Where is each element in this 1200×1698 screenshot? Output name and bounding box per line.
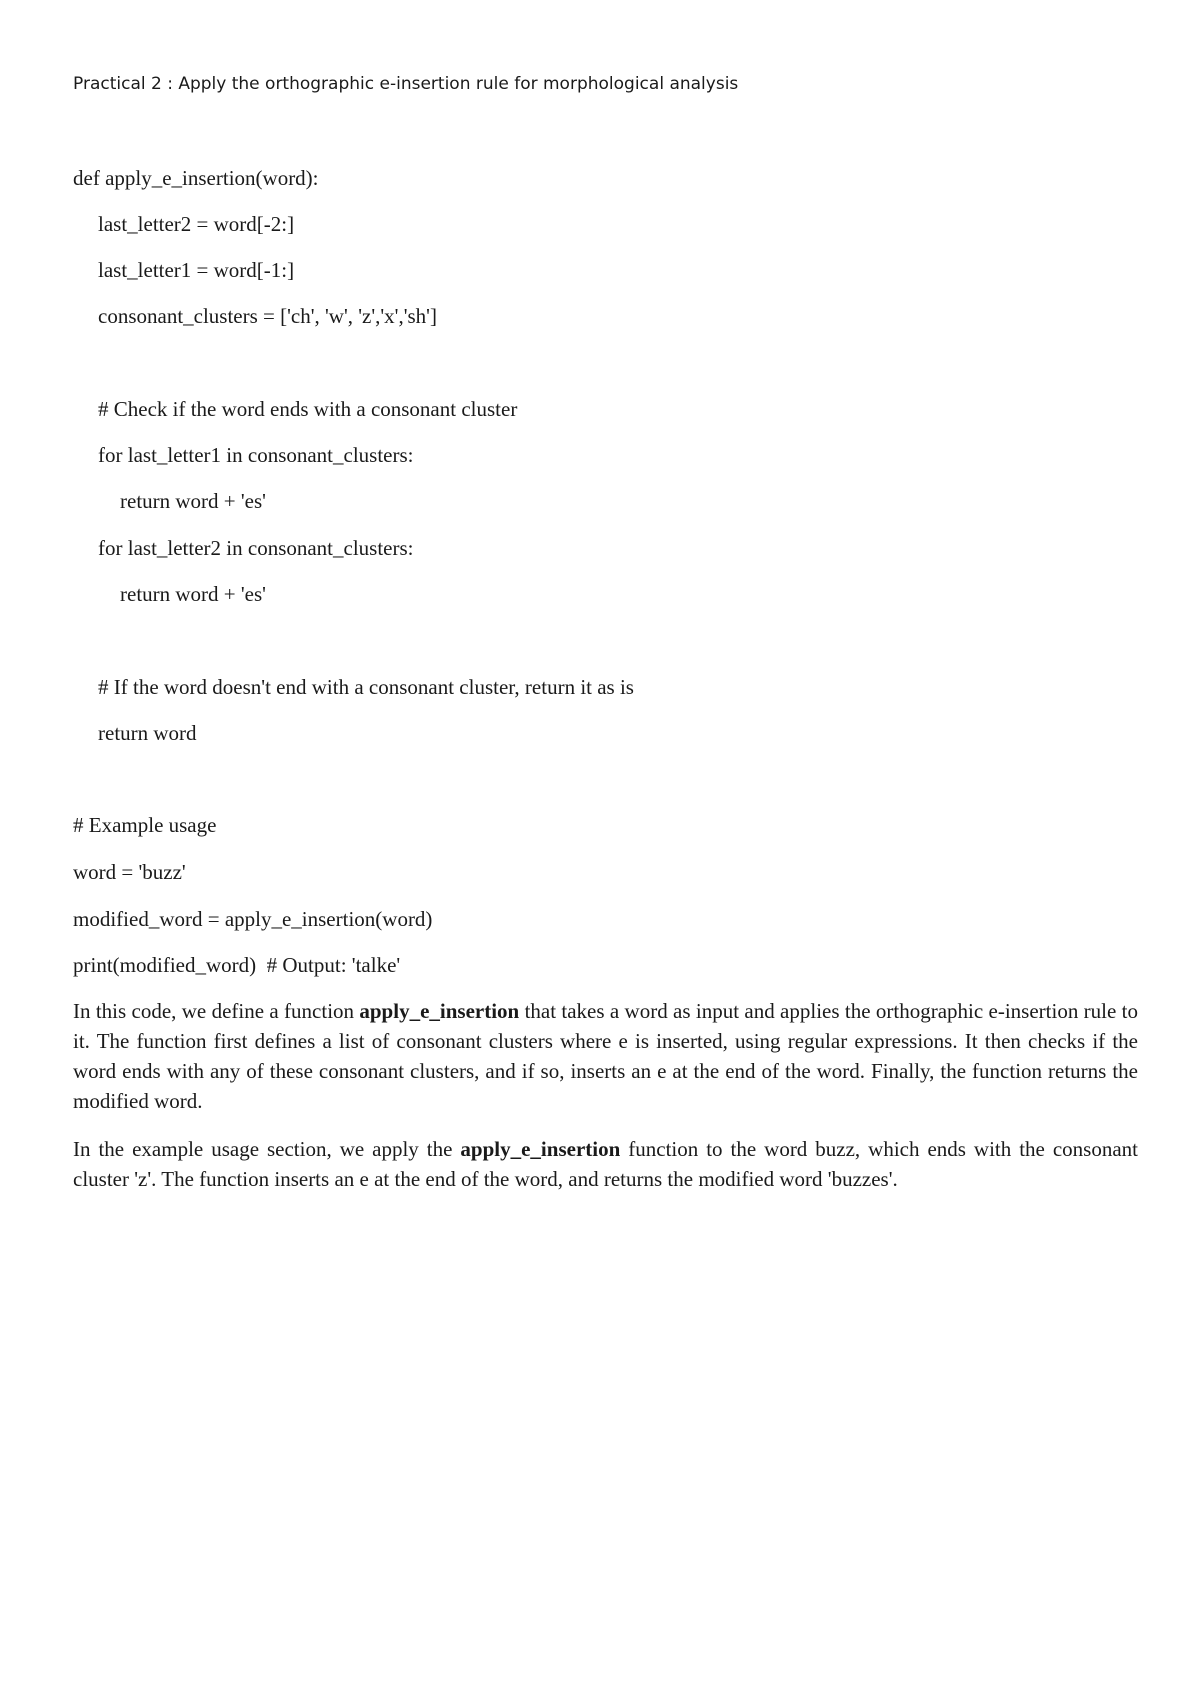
code-line-word-assign: word = 'buzz' <box>73 860 186 884</box>
code-line-last-letter2: last_letter2 = word[-2:] <box>98 212 295 236</box>
paragraph2-function-name: apply_e_insertion <box>460 1137 621 1161</box>
code-line-print: print(modified_word) # Output: 'talke' <box>73 953 401 977</box>
paragraph2-text-end: function to the word buzz, which ends with the consonant cluster 'z'. The function inserts an e at the end of the word, and returns the modified word 'buzzes'. <box>73 1137 1138 1191</box>
code-line-return-word: return word <box>98 721 197 745</box>
code-comment-example: # Example usage <box>73 813 217 837</box>
code-line-return-2: return word + 'es' <box>120 582 266 606</box>
code-line-def: def apply_e_insertion(word): <box>73 166 319 190</box>
explanation-paragraph-1 <box>73 996 1138 1116</box>
paragraph1-text-start: In this code, we define a function <box>73 999 360 1023</box>
code-line-for-1: for last_letter1 in consonant_clusters: <box>98 443 414 467</box>
code-comment-check: # Check if the word ends with a consonant cluster <box>98 397 518 421</box>
code-line-consonant-clusters: consonant_clusters = ['ch', 'w', 'z','x','sh'] <box>98 304 437 328</box>
paragraph1-text-end: that takes a word as input and applies the orthographic e-insertion rule to it. The function first defines a list of consonant clusters where e is inserted, using regular expressions. It then checks if the word ends with any of these consonant clusters, and if so, inserts an e at the end of the word. Finally, the function returns the modified word. <box>73 999 1138 1113</box>
paragraph2-text-start: In the example usage section, we apply the <box>73 1137 461 1161</box>
code-line-return-1: return word + 'es' <box>120 489 266 513</box>
code-line-for-2: for last_letter2 in consonant_clusters: <box>98 536 414 560</box>
explanation-paragraph-2 <box>73 1134 1138 1194</box>
code-line-last-letter1: last_letter1 = word[-1:] <box>98 258 295 282</box>
paragraph1-function-name: apply_e_insertion <box>359 999 520 1023</box>
code-line-modified-word: modified_word = apply_e_insertion(word) <box>73 907 433 931</box>
page-title: Practical 2 : Apply the orthographic e-insertion rule for morphological analysis <box>73 74 739 94</box>
code-comment-else: # If the word doesn't end with a consonant cluster, return it as is <box>98 675 634 699</box>
